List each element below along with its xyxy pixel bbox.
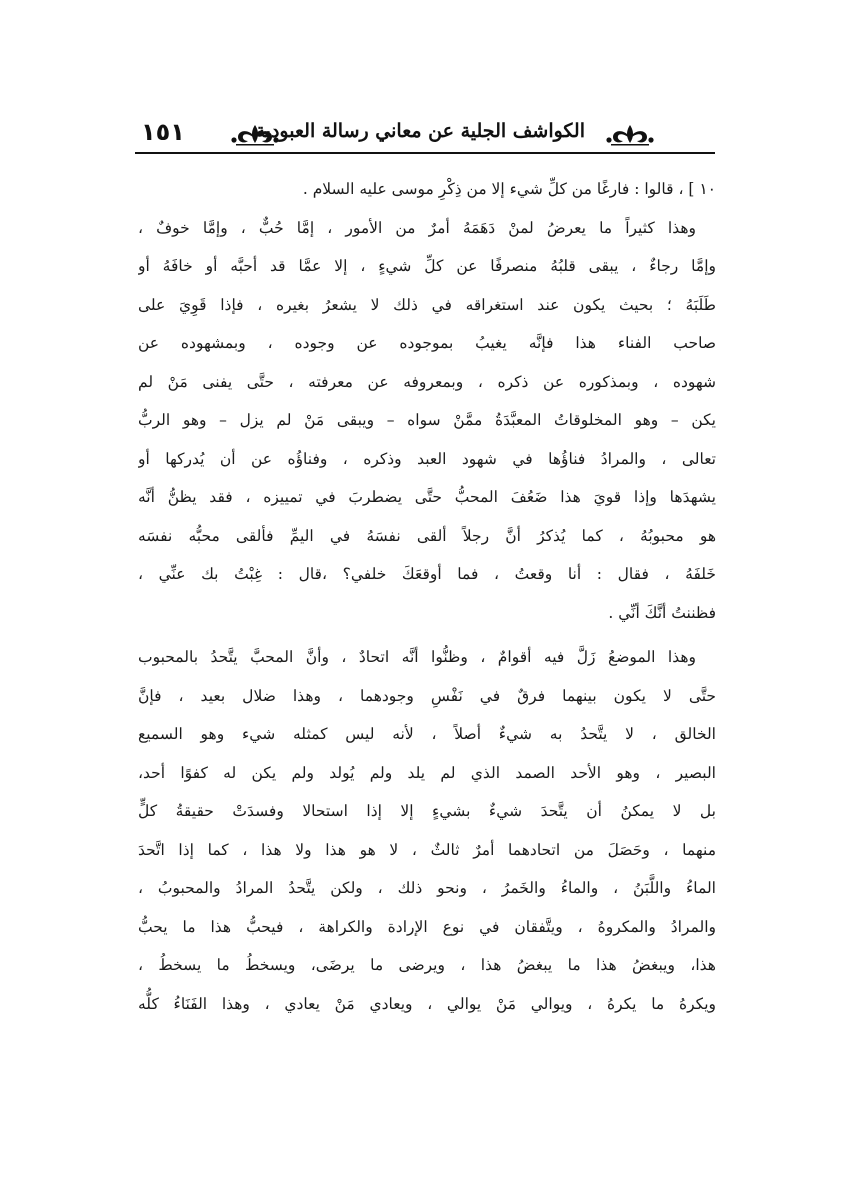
text-line: شهوده ، وبمذكوره عن ذكره ، وبمعروفه عن معرفته ، حتَّى يفنى مَنْ لم xyxy=(138,372,716,391)
text-line: صاحب الفناء هذا فإنَّه يغيبُ بموجوده عن وجوده ، وبمشهوده عن xyxy=(138,334,716,352)
text-line: وهذا كثيراً ما يعرضُ لمنْ دَهَمَهُ أمرٌ من الأمور ، إمَّا حُبٌّ ، وإمَّا خوفٌ ، xyxy=(138,218,696,237)
paragraph xyxy=(138,209,716,633)
text-line: يشهدَها وإذا قويَ هذا ضَعُفَ المحبُّ حتَّى يضطربَ في تمييزه ، فقد يظنُّ أنَّه xyxy=(138,488,716,506)
text-line: منهما ، وحَصَلَ من اتحادهما أمرٌ ثالثٌ ، لا هو هذا ولا هذا ، كما إذا اتَّحدَ xyxy=(138,840,716,859)
running-title: الكواشف الجلية عن معاني رسالة العبودية xyxy=(255,120,585,142)
text-line: حتَّى لا يكون بينهما فرقٌ في نَفْسِ وجودهما ، وهذا ضلال بعيد ، فإنَّ xyxy=(138,686,716,705)
text-line: خَلفَهُ ، فقال : أنا وقعتُ ، فما أوقعَكَ خلفي؟ ،قال : غِبْتُ بك عنِّي ، xyxy=(138,565,716,583)
text-line: البصير ، وهو الأحد الصمد الذي لم يلد ولم يُولد ولم يكن له كفوًا أحد، xyxy=(138,763,716,782)
text-line: وهذا الموضعُ زَلَّ فيه أقوامٌ ، وظنُّوا أنَّه اتحادٌ ، وأنَّ المحبَّ يتَّحدُ بالمحبوب xyxy=(138,648,696,666)
text-line: فظننتُ أنَّكَ أنِّي . xyxy=(608,603,716,622)
text-line: طَلَبَهُ ؛ بحيث يكون عند استغراقه في ذلك لا يشعرُ بغيره ، فإذا قَوِيَ على xyxy=(138,295,716,314)
text-line: هو محبوبُهُ ، كما يُذكرُ أنَّ رجلاً ألقى نفسَهُ في اليمِّ فألقى محبُّه نفسَه xyxy=(138,526,716,545)
page-number: ١٥١ xyxy=(141,118,185,146)
paragraph xyxy=(138,170,716,209)
text-line: هذا، ويبغضُ هذا ما يبغضُ هذا ، ويرضى ما يرضَى، ويسخطُ ما يسخطُ ، xyxy=(138,956,716,974)
text-line: ١٠ ] ، قالوا : فارغًا من كلِّ شيء إلا من ذِكْرِ موسى عليه السلام . xyxy=(302,180,716,198)
text-line: بل لا يمكنُ أن يتَّحدَ شيءٌ بشيءٍ إلا إذا استحالا وفسدَتْ حقيقةُ كلٍّ xyxy=(138,802,716,820)
text-line: والمرادُ والمكروهُ ، ويتَّفقان في نوع الإرادة والكراهة ، فيحبُّ هذا ما يحبُّ xyxy=(138,917,716,936)
text-line: يكن – وهو المخلوقاتُ المعبَّدَةُ ممَّنْ سواه – ويبقى مَنْ لم يزل – وهو الربُّ xyxy=(138,411,716,429)
header-rule xyxy=(135,152,715,154)
body-text xyxy=(138,170,716,1023)
text-line: تعالى ، والمرادُ فناؤُها في شهود العبد وذكره ، وفناؤُه عن أن يُدركها أو xyxy=(138,449,716,468)
text-line: الماءُ واللَّبَنُ ، والماءُ والخَمرُ ، ونحو ذلك ، ولكن يتَّحدُ المرادُ والمحبوبُ ، xyxy=(138,879,716,897)
text-line: الخالق ، لا يتَّحدُ به شيءٌ أصلاً ، لأنه ليس كمثله شيء وهو السميع xyxy=(138,725,716,743)
text-line: ويكرهُ ما يكرهُ ، ويوالي مَنْ يوالي ، ويعادي مَنْ يعادي ، وهذا الفَنَاءُ كلُّه xyxy=(138,994,716,1013)
paragraph xyxy=(138,638,716,1023)
text-line: وإمَّا رجاءٌ ، يبقى قلبُهُ منصرفًا عن كلِّ شيءٍ ، إلا عمَّا قد أحبَّه أو خافَهُ أو xyxy=(138,257,716,275)
floral-ornament-icon xyxy=(605,122,655,148)
